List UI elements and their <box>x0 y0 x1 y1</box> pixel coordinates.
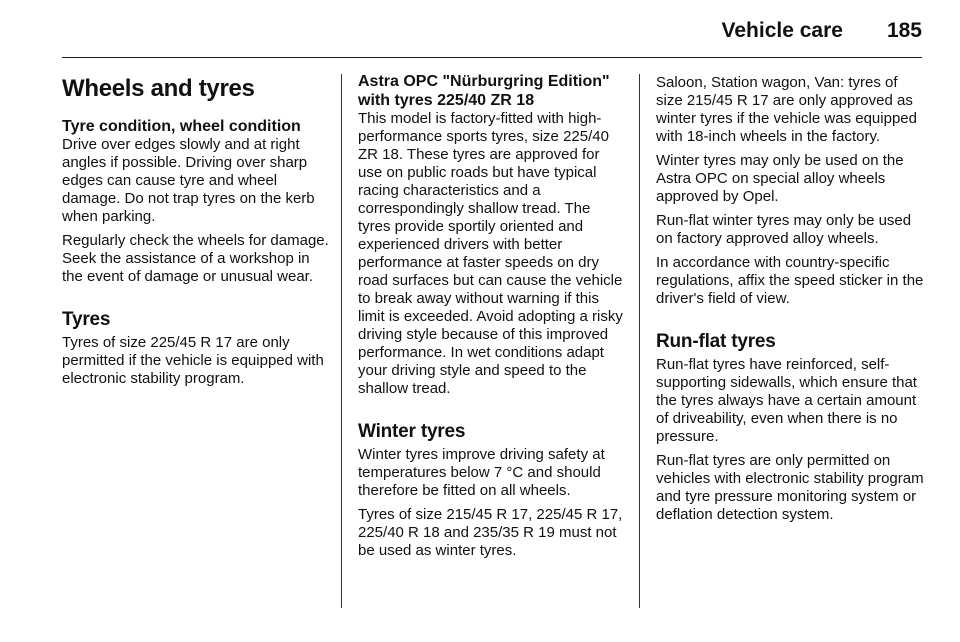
paragraph: This model is factory-fitted with high-performance sports tyres, size 225/40 ZR 18. These tyres are approved for use on public roads but have typical racing characteristics and a correspondingly shallow tread. The tyres provide sportily oriented and experienced drivers with better performance at faster speeds on dry road surfaces but can cause the vehicle to break away without warning if this limit is exceeded. Avoid adopting a risky driving style because of this improved performance. In wet conditions adapt your driving style and speed to the shallow tread. <box>358 110 623 397</box>
paragraph: In accordance with country-specific regulations, affix the speed sticker in the driver's field of view. <box>656 254 924 307</box>
paragraph: Run-flat tyres are only permitted on vehicles with electronic stability program and tyre pressure monitoring system or deflation detection system. <box>656 452 924 523</box>
paragraph: Drive over edges slowly and at right angles if possible. Driving over sharp edges can cause tyre and wheel damage. Do not trap tyres on the kerb when parking. <box>62 136 315 225</box>
section-heading-tyres: Tyres <box>62 309 111 330</box>
paragraph: Winter tyres may only be used on the Astra OPC on special alloy wheels approved by Opel. <box>656 152 904 205</box>
paragraph: Tyres of size 215/45 R 17, 225/45 R 17, 225/40 R 18 and 235/35 R 19 must not be used as winter tyres. <box>358 506 623 559</box>
paragraph: Saloon, Station wagon, Van: tyres of size 215/45 R 17 are only approved as winter tyres if the vehicle was equipped with 18-inch wheels in the factory. <box>656 74 917 145</box>
column-2 <box>358 74 626 566</box>
column-divider-2 <box>639 74 640 608</box>
column-3 <box>656 74 924 530</box>
column-1 <box>62 74 330 394</box>
column-divider-1 <box>341 74 342 608</box>
sub-heading-astra-opc: Astra OPC "Nürburgring Edition" with tyres 225/40 ZR 18 <box>358 73 610 109</box>
paragraph: Regularly check the wheels for damage. Seek the assistance of a workshop in the event of damage or unusual wear. <box>62 232 329 285</box>
paragraph: Run-flat tyres have reinforced, self-supporting sidewalls, which ensure that the tyres always have a certain amount of driveability, even when there is no pressure. <box>656 356 917 445</box>
paragraph: Run-flat winter tyres may only be used on factory approved alloy wheels. <box>656 212 912 247</box>
section-heading-run-flat-tyres: Run-flat tyres <box>656 331 776 352</box>
page-header <box>62 14 922 48</box>
major-heading: Wheels and tyres <box>62 75 255 102</box>
page-number: 185 <box>886 19 922 42</box>
section-heading-winter-tyres: Winter tyres <box>358 421 466 442</box>
header-rule <box>62 57 922 58</box>
paragraph: Tyres of size 225/45 R 17 are only permitted if the vehicle is equipped with electronic stability program. <box>62 334 324 387</box>
sub-heading-tyre-condition: Tyre condition, wheel condition <box>62 118 301 135</box>
paragraph: Winter tyres improve driving safety at temperatures below 7 °C and should therefore be fitted on all wheels. <box>358 446 605 499</box>
chapter-title: Vehicle care <box>721 19 843 42</box>
